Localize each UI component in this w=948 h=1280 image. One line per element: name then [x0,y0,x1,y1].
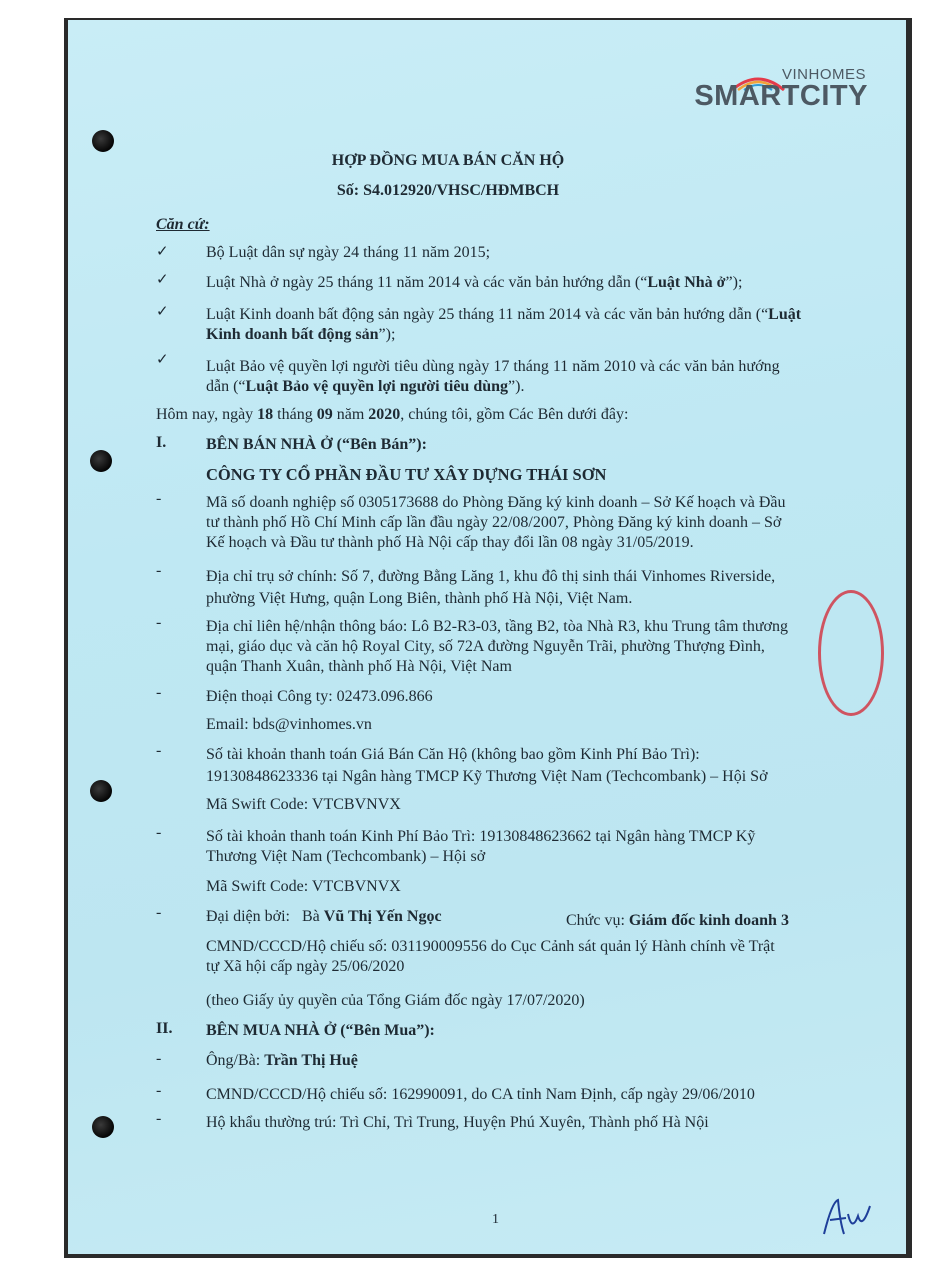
seller-account1-line-1: Số tài khoản thanh toán Giá Bán Căn Hộ (không bao gồm Kinh Phí Bảo Trì): [206,746,700,763]
bullet-dash: - [156,562,162,579]
basis-heading: Căn cứ: [156,216,210,233]
basis-item-3-line-1: Luật Kinh doanh bất động sản ngày 25 tháng 11 năm 2014 và các văn bản hướng dẫn (“Luật [206,306,802,323]
buyer-name: Ông/Bà: Trần Thị Huệ [206,1052,358,1069]
bullet-dash: - [156,824,162,841]
check-mark-icon: ✓ [156,352,169,368]
basis-item-4-line-2: dẫn (“Luật Bảo vệ quyền lợi người tiêu dùng”). [206,378,525,395]
seller-address-line-1: Địa chỉ trụ sở chính: Số 7, đường Bằng Lăng 1, khu đô thị sinh thái Vinhomes Riverside, [206,568,776,585]
seller-contact-line-3: quận Thanh Xuân, thành phố Hà Nội, Việt Nam [206,658,512,675]
red-stamp-edge [818,590,884,716]
seller-reg-line-2: tư thành phố Hồ Chí Minh cấp lần đầu ngày 22/08/2007, Phòng Đăng ký kinh doanh – Sở [206,514,782,531]
check-mark-icon: ✓ [156,304,169,320]
seller-email: Email: bds@vinhomes.vn [206,716,372,733]
basis-item-4-line-1: Luật Bảo vệ quyền lợi người tiêu dùng ngày 17 tháng 11 năm 2010 và các văn bản hướng [206,358,780,375]
section-number-2: II. [156,1020,173,1037]
punch-hole [90,450,112,472]
basis-item-3-line-2: Kinh doanh bất động sản”); [206,326,396,343]
page-number: 1 [492,1212,499,1227]
logo-main-text: SMARTCITY [694,80,868,112]
seller-heading: BÊN BÁN NHÀ Ở (“Bên Bán”): [206,436,427,453]
section-number-1: I. [156,434,167,451]
vinhomes-smartcity-logo [662,66,872,116]
bullet-dash: - [156,1050,162,1067]
seller-phone: Điện thoại Công ty: 02473.096.866 [206,688,433,705]
seller-id-line-2: tự Xã hội cấp ngày 25/06/2020 [206,958,405,975]
seller-swift-1: Mã Swift Code: VTCBVNVX [206,796,401,813]
logo-top-text: VINHOMES [781,66,866,83]
seller-account2-line-1: Số tài khoản thanh toán Kinh Phí Bảo Trì: 19130848623662 tại Ngân hàng TMCP Kỹ [206,828,756,845]
seller-reg-line-3: Kế hoạch và Đầu tư thành phố Hà Nội cấp thay đổi lần 08 ngày 31/05/2019. [206,534,694,551]
punch-hole [90,780,112,802]
buyer-id: CMND/CCCD/Hộ chiếu số: 162990091, do CA tỉnh Nam Định, cấp ngày 29/06/2010 [206,1086,755,1103]
seller-authorization: (theo Giấy ủy quyền của Tổng Giám đốc ngày 17/07/2020) [206,992,585,1009]
bullet-dash: - [156,1110,162,1127]
seller-account1-line-2: 19130848623336 tại Ngân hàng TMCP Kỹ Thương Việt Nam (Techcombank) – Hội Sở [206,768,768,785]
bullet-dash: - [156,1082,162,1099]
basis-item-2: Luật Nhà ở ngày 25 tháng 11 năm 2014 và các văn bản hướng dẫn (“Luật Nhà ở”); [206,274,743,291]
seller-position: Chức vụ: Giám đốc kinh doanh 3 [566,912,789,929]
check-mark-icon: ✓ [156,244,169,260]
basis-item-1: Bộ Luật dân sự ngày 24 tháng 11 năm 2015; [206,244,491,261]
contract-number: Số: S4.012920/VHSC/HĐMBCH [336,182,560,199]
check-mark-icon: ✓ [156,272,169,288]
signature-icon [818,1192,898,1242]
seller-reg-line-1: Mã số doanh nghiệp số 0305173688 do Phòng Đăng ký kinh doanh – Sở Kế hoạch và Đầu [206,494,786,511]
seller-id-line-1: CMND/CCCD/Hộ chiếu số: 031190009556 do Cục Cảnh sát quản lý Hành chính về Trật [206,938,775,955]
bullet-dash: - [156,904,162,921]
punch-hole [92,130,114,152]
bullet-dash: - [156,614,162,631]
seller-swift-2: Mã Swift Code: VTCBVNVX [206,878,401,895]
intro-line: Hôm nay, ngày 18 tháng 09 năm 2020, chúng tôi, gồm Các Bên dưới đây: [156,406,629,423]
bullet-dash: - [156,742,162,759]
document-page [68,20,906,1254]
punch-hole [92,1116,114,1138]
seller-contact-line-2: mại, giáo dục và căn hộ Royal City, số 72A đường Nguyễn Trãi, phường Thượng Đình, [206,638,765,655]
seller-representative: Đại diện bởi: Bà Vũ Thị Yến Ngọc [206,908,442,925]
bullet-dash: - [156,490,162,507]
contract-title: HỢP ĐỒNG MUA BÁN CĂN HỘ [331,152,565,169]
seller-company: CÔNG TY CỔ PHẦN ĐẦU TƯ XÂY DỰNG THÁI SƠN [206,465,607,484]
buyer-heading: BÊN MUA NHÀ Ở (“Bên Mua”): [206,1022,435,1039]
seller-address-line-2: phường Việt Hưng, quận Long Biên, thành phố Hà Nội, Việt Nam. [206,590,633,607]
seller-contact-line-1: Địa chỉ liên hệ/nhận thông báo: Lô B2-R3-03, tầng B2, tòa Nhà R3, khu Trung tâm thương [206,618,788,635]
bullet-dash: - [156,684,162,701]
seller-account2-line-2: Thương Việt Nam (Techcombank) – Hội sở [206,848,486,865]
buyer-residence: Hộ khẩu thường trú: Trì Chỉ, Trì Trung, Huyện Phú Xuyên, Thành phố Hà Nội [206,1114,709,1131]
